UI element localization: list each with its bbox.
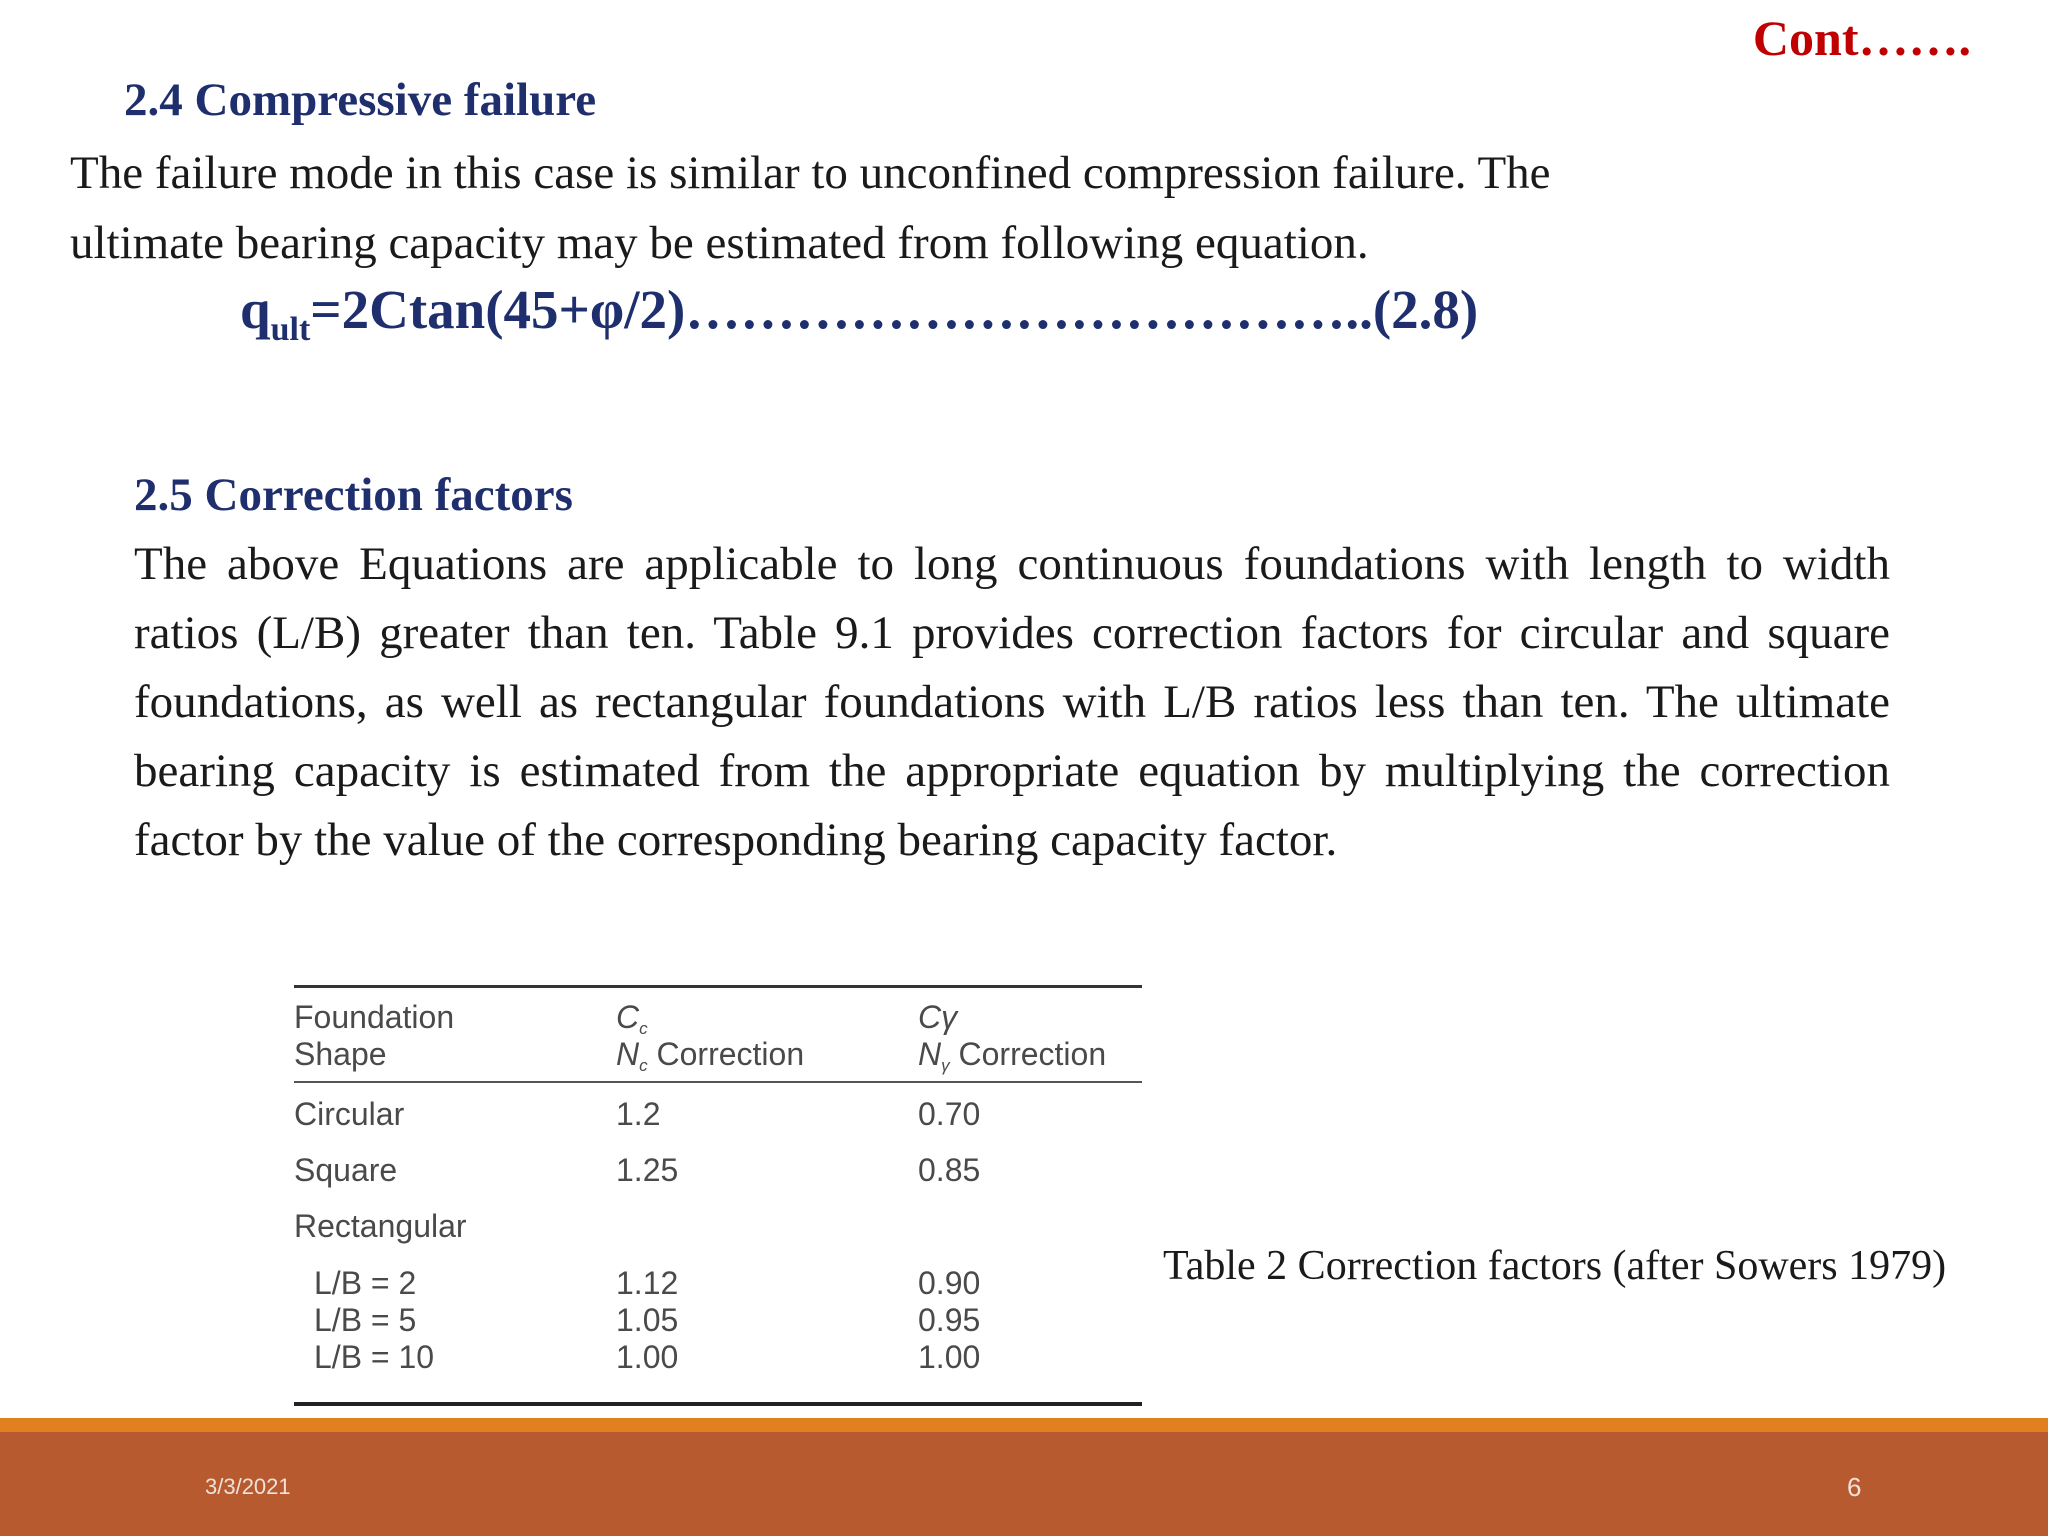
table-row-shape: Circular <box>294 1096 405 1132</box>
equation-body: =2Ctan(45+φ/2)………………………………..(2.8) <box>310 279 1479 340</box>
continuation-label: Cont……. <box>1752 10 1971 66</box>
table-row-ny: 0.70 <box>918 1096 981 1132</box>
table-row-nc: 1.2 <box>616 1096 661 1132</box>
bearing-capacity-equation <box>240 275 1479 348</box>
header-ngamma-sub: γ <box>941 1056 950 1075</box>
table-row-shape: L/B = 5 <box>314 1302 417 1338</box>
paragraph-line: ultimate bearing capacity may be estimated from following equation. <box>70 217 1369 269</box>
table-row-shape: Square <box>294 1152 398 1188</box>
header-shape: Shape <box>294 1036 387 1072</box>
footer-date: 3/3/2021 <box>205 1474 291 1499</box>
table-row-ny: 0.95 <box>918 1302 981 1338</box>
equation-symbol: q <box>240 279 271 340</box>
header-foundation: Foundation <box>294 999 455 1035</box>
table-row-ny: 1.00 <box>918 1339 981 1375</box>
table-caption: Table 2 Correction factors (after Sowers 1979) <box>1163 1243 1947 1289</box>
section-heading-compressive-failure: 2.4 Compressive failure <box>124 74 597 126</box>
footer-accent-line <box>0 1418 2048 1432</box>
table-top-rule <box>294 985 1142 988</box>
table-row-ny: 0.85 <box>918 1152 981 1188</box>
table-row-ny: 0.90 <box>918 1265 981 1301</box>
header-ngamma-rest: Correction <box>949 1036 1107 1072</box>
header-ngamma-main: N <box>918 1036 942 1072</box>
table-row-shape: Rectangular <box>294 1208 467 1244</box>
header-nc-correction <box>616 1036 804 1084</box>
correction-factors-table <box>294 985 1142 1407</box>
footer-bar <box>0 1432 2048 1536</box>
table-header-rule <box>294 1081 1142 1083</box>
header-cc-sub: c <box>639 1019 648 1038</box>
table-row-shape: L/B = 2 <box>314 1265 417 1301</box>
paragraph-line: The failure mode in this case is similar to unconfined compression failure. The <box>70 147 1551 199</box>
header-nc-rest: Correction <box>647 1036 805 1072</box>
header-nc-sub: c <box>639 1056 648 1075</box>
table-row-nc: 1.05 <box>616 1302 679 1338</box>
section-heading-correction-factors: 2.5 Correction factors <box>134 469 573 521</box>
table-row-nc: 1.12 <box>616 1265 679 1301</box>
table-bottom-rule <box>294 1402 1142 1406</box>
table-row-nc: 1.00 <box>616 1339 679 1375</box>
header-cgamma: Cγ <box>918 999 958 1035</box>
page-number: 6 <box>1847 1472 1862 1502</box>
compressive-failure-paragraph <box>70 138 1790 278</box>
header-nc-main: N <box>616 1036 640 1072</box>
table-row-nc: 1.25 <box>616 1152 679 1188</box>
correction-factors-paragraph: The above Equations are applicable to long continuous foundations with length to width ratios (L/B) greater than ten. Table 9.1 provides correction factors for circular and square foundations, as well as rectangular foundations with L/B ratios less than ten. The ultimate bearing capacity is estimated from the appropriate equation by multiplying the correction factor by the value of the corresponding bearing capacity factor. <box>134 538 1890 866</box>
table-row-shape: L/B = 10 <box>314 1339 435 1375</box>
header-cc-main: C <box>616 999 640 1035</box>
header-ngamma-correction <box>918 1036 1106 1084</box>
equation-subscript: ult <box>270 311 311 348</box>
